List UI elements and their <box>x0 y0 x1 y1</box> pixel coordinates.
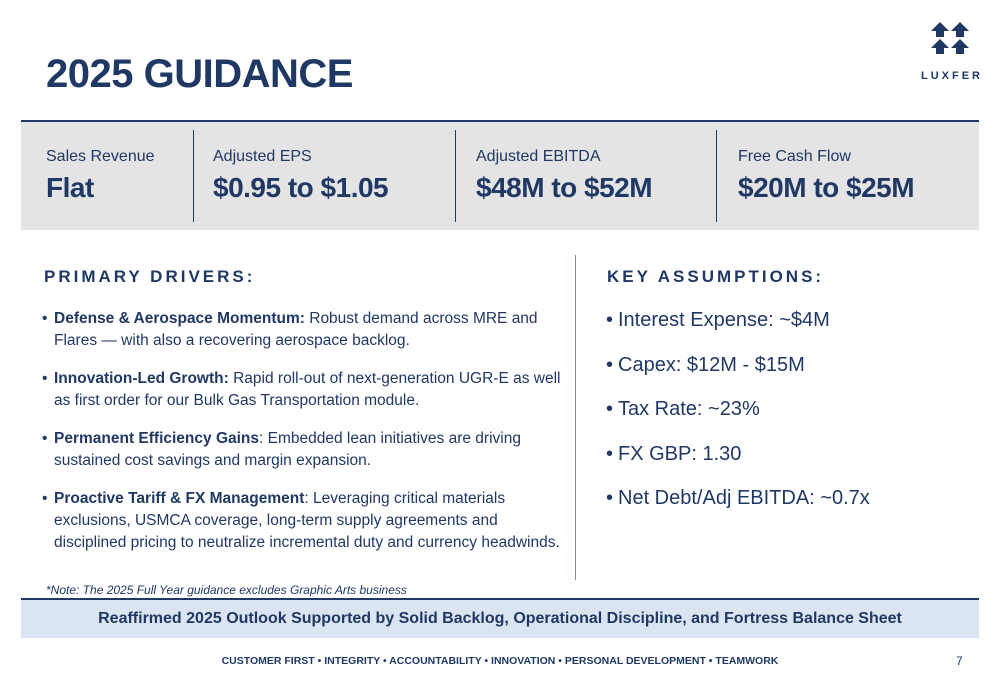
bullet-icon: • <box>42 490 48 507</box>
guidance-metrics-band <box>21 122 979 230</box>
bullet-icon: • <box>42 310 48 327</box>
arrows-logo-icon <box>930 22 970 64</box>
footnote: *Note: The 2025 Full Year guidance excludes Graphic Arts business <box>46 583 407 597</box>
metric-label: Sales Revenue <box>46 148 155 165</box>
metric-value: $0.95 to $1.05 <box>213 172 389 203</box>
driver-title: Permanent Efficiency Gains <box>54 430 260 447</box>
list-item <box>606 306 966 351</box>
driver-title: Proactive Tariff & FX Management <box>54 490 305 507</box>
driver-text: Rapid roll-out of next-generation UGR-E as well as first order for our Bulk Gas Transportation module. <box>54 370 561 409</box>
bullet-icon: • <box>606 353 614 376</box>
assumption-text: Interest Expense: ~$4M <box>618 309 830 331</box>
list-item <box>42 428 567 472</box>
driver-text: : Leveraging critical materials exclusions, USMCA coverage, long-term supply agreements and disciplined pricing to neutralize incremental duty and currency headwinds. <box>54 490 560 551</box>
list-item <box>42 368 567 412</box>
list-item <box>606 395 966 440</box>
metric-label: Adjusted EBITDA <box>476 148 601 165</box>
list-item <box>606 351 966 396</box>
bullet-icon: • <box>606 309 614 331</box>
metric-value: $48M to $52M <box>476 172 653 203</box>
driver-title: Defense & Aerospace Momentum: <box>54 310 305 327</box>
list-item <box>42 488 567 554</box>
metric-divider <box>193 130 194 222</box>
key-assumptions-heading: KEY ASSUMPTIONS: <box>607 267 825 286</box>
list-item <box>606 484 966 529</box>
assumption-text: Capex: $12M - $15M <box>618 353 805 376</box>
metric-divider <box>716 130 717 222</box>
bullet-icon: • <box>42 430 48 447</box>
metric-label: Adjusted EPS <box>213 148 312 165</box>
assumption-text: Net Debt/Adj EBITDA: ~0.7x <box>618 487 870 509</box>
bullet-icon: • <box>42 370 48 387</box>
list-item <box>606 440 966 485</box>
logo-wordmark: LUXFER <box>921 70 983 82</box>
primary-drivers-heading: PRIMARY DRIVERS: <box>44 267 256 286</box>
values-footer: CUSTOMER FIRST • INTEGRITY • ACCOUNTABILITY • INNOVATION • PERSONAL DEVELOPMENT • TEAMWORK <box>221 655 779 667</box>
driver-title: Innovation-Led Growth: <box>54 370 229 387</box>
outlook-banner: Reaffirmed 2025 Outlook Supported by Solid Backlog, Operational Discipline, and Fortress Balance Sheet <box>21 600 979 638</box>
page-title: 2025 GUIDANCE <box>46 52 353 96</box>
primary-drivers-list <box>42 308 567 570</box>
bullet-icon: • <box>606 442 614 465</box>
key-assumptions-list <box>606 306 966 529</box>
assumption-text: FX GBP: 1.30 <box>618 442 742 465</box>
driver-text: Robust demand across MRE and Flares — with also a recovering aerospace backlog. <box>54 310 538 349</box>
list-item <box>42 308 567 352</box>
luxfer-logo <box>918 22 982 84</box>
driver-text: : Embedded lean initiatives are driving sustained cost savings and margin expansion. <box>54 430 521 469</box>
metric-value: $20M to $25M <box>738 172 915 203</box>
metric-label: Free Cash Flow <box>738 148 851 165</box>
page-number: 7 <box>956 654 963 668</box>
bullet-icon: • <box>606 398 614 420</box>
bullet-icon: • <box>606 487 614 509</box>
metric-divider <box>455 130 456 222</box>
assumption-text: Tax Rate: ~23% <box>618 398 760 420</box>
column-divider <box>575 255 576 580</box>
metric-value: Flat <box>46 172 94 203</box>
